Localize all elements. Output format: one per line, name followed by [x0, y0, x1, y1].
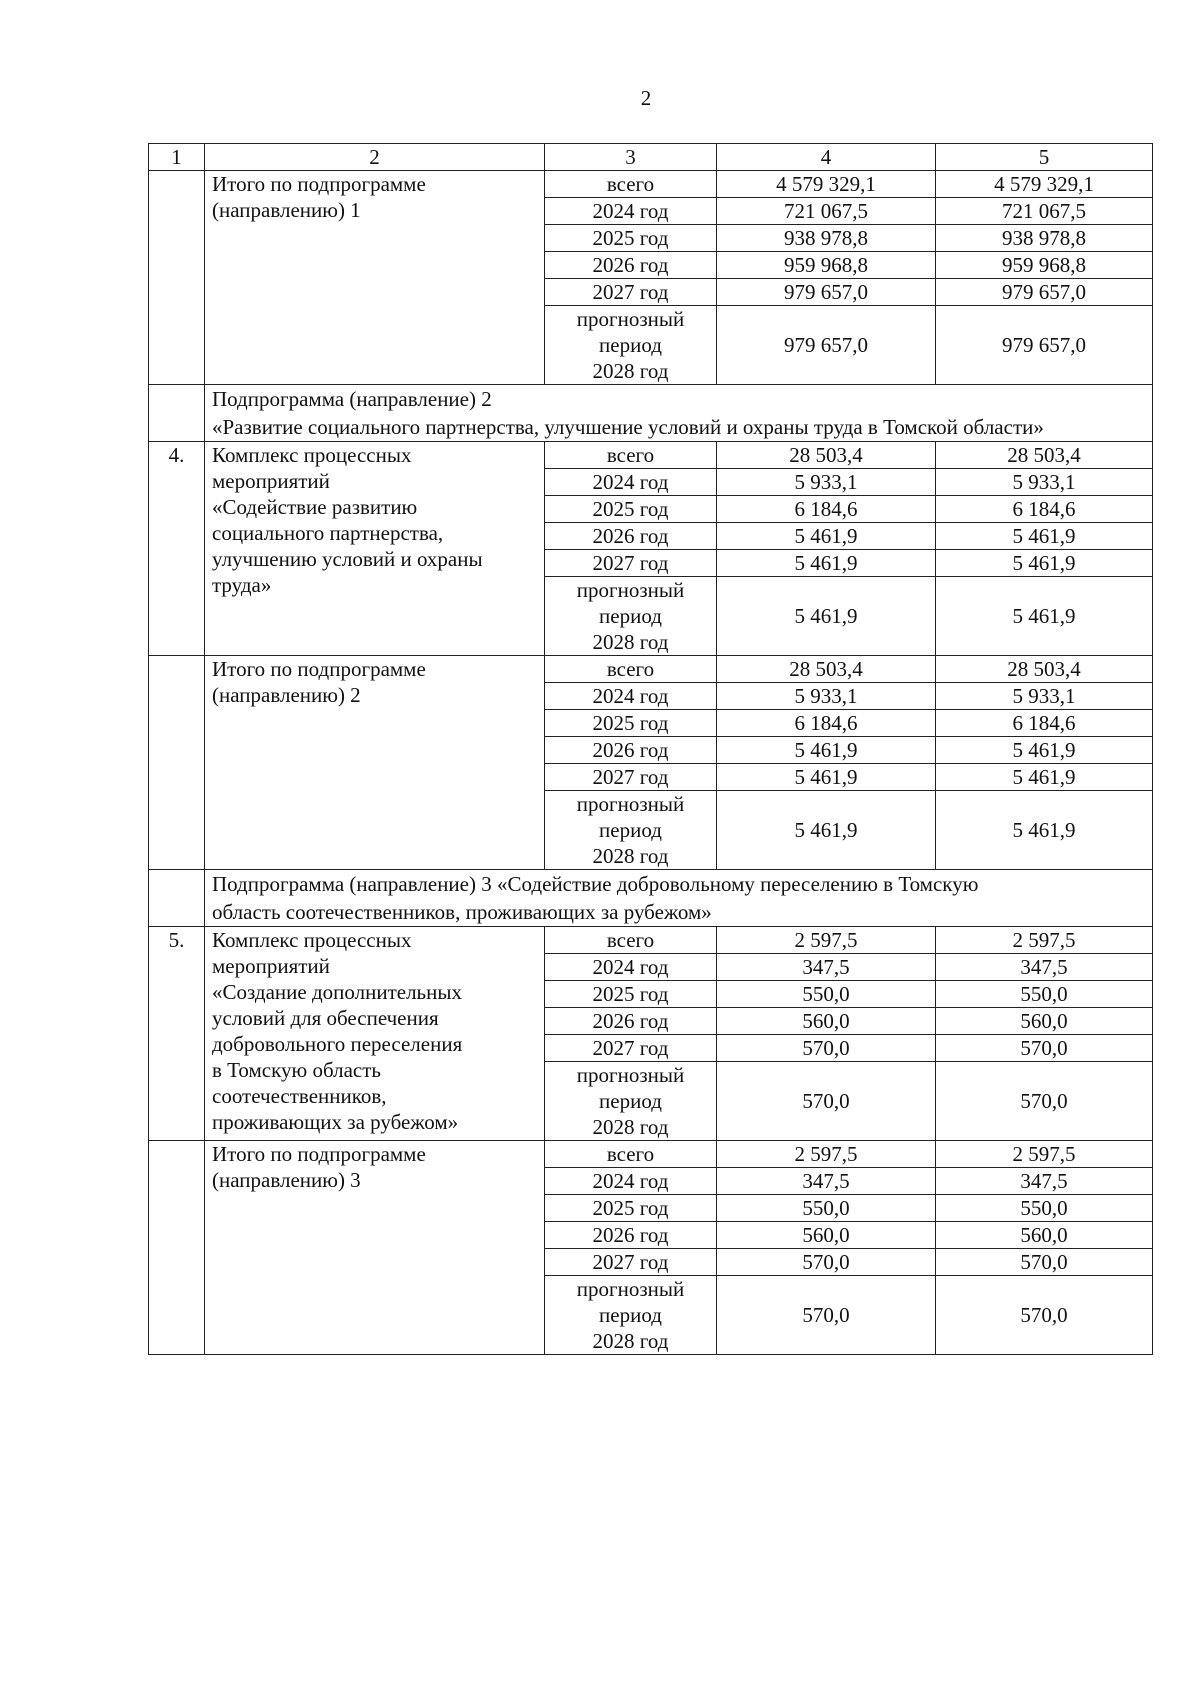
period-cell	[545, 577, 717, 656]
empty-cell	[149, 385, 205, 442]
value-cell-col5: 6 184,6	[936, 710, 1153, 737]
subprogram-title	[205, 870, 1153, 927]
period-cell: 2026 год	[545, 1008, 717, 1035]
value-cell-col5: 979 657,0	[936, 279, 1153, 306]
period-line: период	[599, 333, 662, 357]
period-line: прогнозный	[576, 307, 685, 331]
period-cell: 2027 год	[545, 550, 717, 577]
value-cell-col4: 721 067,5	[717, 198, 936, 225]
period-cell: 2025 год	[545, 496, 717, 523]
header-cell: 4	[717, 144, 936, 171]
value-cell-col5: 550,0	[936, 1195, 1153, 1222]
period-cell: 2026 год	[545, 523, 717, 550]
period-cell: 2024 год	[545, 1168, 717, 1195]
item-title-line: соотечественников,	[212, 1084, 387, 1108]
period-cell: 2025 год	[545, 981, 717, 1008]
item-title-line: улучшению условий и охраны	[212, 547, 483, 571]
item-title	[205, 171, 545, 385]
subprogram-section-row	[149, 385, 1153, 442]
period-line: 2028 год	[592, 1115, 669, 1139]
item-title-line: «Содействие развитию	[212, 495, 418, 519]
value-cell-col4: 347,5	[717, 954, 936, 981]
subprogram-title-line: «Развитие социального партнерства, улучшение условий и охраны труда в Томской области»	[212, 415, 1044, 439]
value-cell-col4: 938 978,8	[717, 225, 936, 252]
value-cell-col4: 550,0	[717, 981, 936, 1008]
table-row	[149, 171, 1153, 198]
subprogram-title-line: Подпрограмма (направление) 2	[212, 387, 492, 411]
item-number	[149, 656, 205, 870]
value-cell-col4: 570,0	[717, 1062, 936, 1141]
period-line: 2028 год	[592, 359, 669, 383]
item-title-line: Итого по подпрограмме	[212, 657, 426, 681]
period-cell: 2025 год	[545, 710, 717, 737]
value-cell-col5: 5 461,9	[936, 764, 1153, 791]
item-title-line: условий для обеспечения	[212, 1006, 439, 1030]
item-title-line: проживающих за рубежом»	[212, 1110, 459, 1134]
table-row	[149, 1141, 1153, 1168]
value-cell-col4: 979 657,0	[717, 306, 936, 385]
period-cell: 2025 год	[545, 1195, 717, 1222]
value-cell-col5: 5 933,1	[936, 683, 1153, 710]
value-cell-col5: 721 067,5	[936, 198, 1153, 225]
value-cell-col4: 959 968,8	[717, 252, 936, 279]
value-cell-col4: 560,0	[717, 1222, 936, 1249]
item-title-line: труда»	[212, 573, 272, 597]
period-line: период	[599, 1303, 662, 1327]
period-cell: 2027 год	[545, 764, 717, 791]
period-cell: всего	[545, 927, 717, 954]
value-cell-col5: 560,0	[936, 1222, 1153, 1249]
value-cell-col5: 5 933,1	[936, 469, 1153, 496]
item-title	[205, 442, 545, 656]
period-cell: 2024 год	[545, 683, 717, 710]
period-line: прогнозный	[576, 1277, 685, 1301]
value-cell-col5: 5 461,9	[936, 791, 1153, 870]
item-title	[205, 1141, 545, 1355]
item-number: 5.	[149, 927, 205, 1141]
value-cell-col4: 5 461,9	[717, 550, 936, 577]
value-cell-col5: 28 503,4	[936, 656, 1153, 683]
item-title	[205, 656, 545, 870]
value-cell-col5: 570,0	[936, 1249, 1153, 1276]
header-row	[149, 144, 1153, 171]
value-cell-col4: 5 461,9	[717, 523, 936, 550]
value-cell-col5: 938 978,8	[936, 225, 1153, 252]
value-cell-col5: 2 597,5	[936, 927, 1153, 954]
value-cell-col5: 5 461,9	[936, 550, 1153, 577]
period-line: 2028 год	[592, 844, 669, 868]
value-cell-col4: 5 461,9	[717, 577, 936, 656]
value-cell-col4: 6 184,6	[717, 710, 936, 737]
item-title-line: (направлению) 3	[212, 1168, 361, 1192]
period-cell	[545, 1062, 717, 1141]
page-number: 2	[640, 86, 652, 110]
value-cell-col5: 5 461,9	[936, 523, 1153, 550]
period-cell: 2024 год	[545, 469, 717, 496]
value-cell-col4: 5 461,9	[717, 737, 936, 764]
value-cell-col5: 347,5	[936, 1168, 1153, 1195]
period-cell	[545, 1276, 717, 1355]
item-title-line: Итого по подпрограмме	[212, 1142, 426, 1166]
budget-table	[148, 143, 1153, 1355]
value-cell-col4: 5 933,1	[717, 469, 936, 496]
value-cell-col5: 550,0	[936, 981, 1153, 1008]
item-title-line: мероприятий	[212, 469, 330, 493]
value-cell-col4: 550,0	[717, 1195, 936, 1222]
period-cell: 2027 год	[545, 1035, 717, 1062]
value-cell-col5: 570,0	[936, 1276, 1153, 1355]
value-cell-col5: 959 968,8	[936, 252, 1153, 279]
value-cell-col5: 5 461,9	[936, 577, 1153, 656]
item-title-line: (направлению) 2	[212, 683, 361, 707]
period-cell: 2026 год	[545, 737, 717, 764]
period-cell: всего	[545, 442, 717, 469]
value-cell-col4: 6 184,6	[717, 496, 936, 523]
value-cell-col5: 979 657,0	[936, 306, 1153, 385]
period-cell: 2027 год	[545, 1249, 717, 1276]
value-cell-col4: 4 579 329,1	[717, 171, 936, 198]
item-title-line: «Создание дополнительных	[212, 980, 462, 1004]
value-cell-col4: 979 657,0	[717, 279, 936, 306]
period-cell: всего	[545, 656, 717, 683]
period-cell	[545, 306, 717, 385]
value-cell-col4: 5 461,9	[717, 764, 936, 791]
value-cell-col4: 570,0	[717, 1035, 936, 1062]
value-cell-col5: 560,0	[936, 1008, 1153, 1035]
value-cell-col5: 570,0	[936, 1035, 1153, 1062]
value-cell-col5: 5 461,9	[936, 737, 1153, 764]
value-cell-col5: 570,0	[936, 1062, 1153, 1141]
item-title-line: социального партнерства,	[212, 521, 444, 545]
header-cell: 3	[545, 144, 717, 171]
header-cell: 5	[936, 144, 1153, 171]
period-cell: 2026 год	[545, 1222, 717, 1249]
value-cell-col5: 6 184,6	[936, 496, 1153, 523]
item-title-line: мероприятий	[212, 954, 330, 978]
period-line: прогнозный	[576, 578, 685, 602]
period-cell: 2025 год	[545, 225, 717, 252]
period-line: 2028 год	[592, 1329, 669, 1353]
value-cell-col5: 28 503,4	[936, 442, 1153, 469]
value-cell-col4: 347,5	[717, 1168, 936, 1195]
period-cell	[545, 791, 717, 870]
period-line: 2028 год	[592, 630, 669, 654]
table-row	[149, 656, 1153, 683]
header-cell: 1	[149, 144, 205, 171]
item-number	[149, 1141, 205, 1355]
item-title-line: Комплекс процессных	[212, 443, 412, 467]
empty-cell	[149, 870, 205, 927]
value-cell-col4: 2 597,5	[717, 927, 936, 954]
period-line: период	[599, 818, 662, 842]
item-title-line: (направлению) 1	[212, 198, 361, 222]
item-number	[149, 171, 205, 385]
period-cell: всего	[545, 1141, 717, 1168]
item-title-line: Итого по подпрограмме	[212, 172, 426, 196]
period-line: прогнозный	[576, 792, 685, 816]
period-cell: 2027 год	[545, 279, 717, 306]
period-cell: 2024 год	[545, 198, 717, 225]
subprogram-section-row	[149, 870, 1153, 927]
value-cell-col4: 5 461,9	[717, 791, 936, 870]
item-title-line: добровольного переселения	[212, 1032, 463, 1056]
value-cell-col4: 2 597,5	[717, 1141, 936, 1168]
value-cell-col5: 2 597,5	[936, 1141, 1153, 1168]
subprogram-title	[205, 385, 1153, 442]
value-cell-col4: 28 503,4	[717, 442, 936, 469]
item-title	[205, 927, 545, 1141]
value-cell-col4: 5 933,1	[717, 683, 936, 710]
header-cell: 2	[205, 144, 545, 171]
value-cell-col4: 570,0	[717, 1249, 936, 1276]
table-row	[149, 927, 1153, 954]
value-cell-col4: 28 503,4	[717, 656, 936, 683]
period-cell: 2026 год	[545, 252, 717, 279]
period-cell: всего	[545, 171, 717, 198]
item-title-line: Комплекс процессных	[212, 928, 412, 952]
value-cell-col5: 347,5	[936, 954, 1153, 981]
period-line: прогнозный	[576, 1063, 685, 1087]
subprogram-title-line: Подпрограмма (направление) 3 «Содействие добровольному переселению в Томскую	[212, 872, 979, 896]
item-number: 4.	[149, 442, 205, 656]
period-line: период	[599, 604, 662, 628]
period-cell: 2024 год	[545, 954, 717, 981]
value-cell-col4: 560,0	[717, 1008, 936, 1035]
period-line: период	[599, 1089, 662, 1113]
table-row	[149, 442, 1153, 469]
subprogram-title-line: область соотечественников, проживающих за рубежом»	[212, 900, 712, 924]
item-title-line: в Томскую область	[212, 1058, 382, 1082]
value-cell-col5: 4 579 329,1	[936, 171, 1153, 198]
value-cell-col4: 570,0	[717, 1276, 936, 1355]
